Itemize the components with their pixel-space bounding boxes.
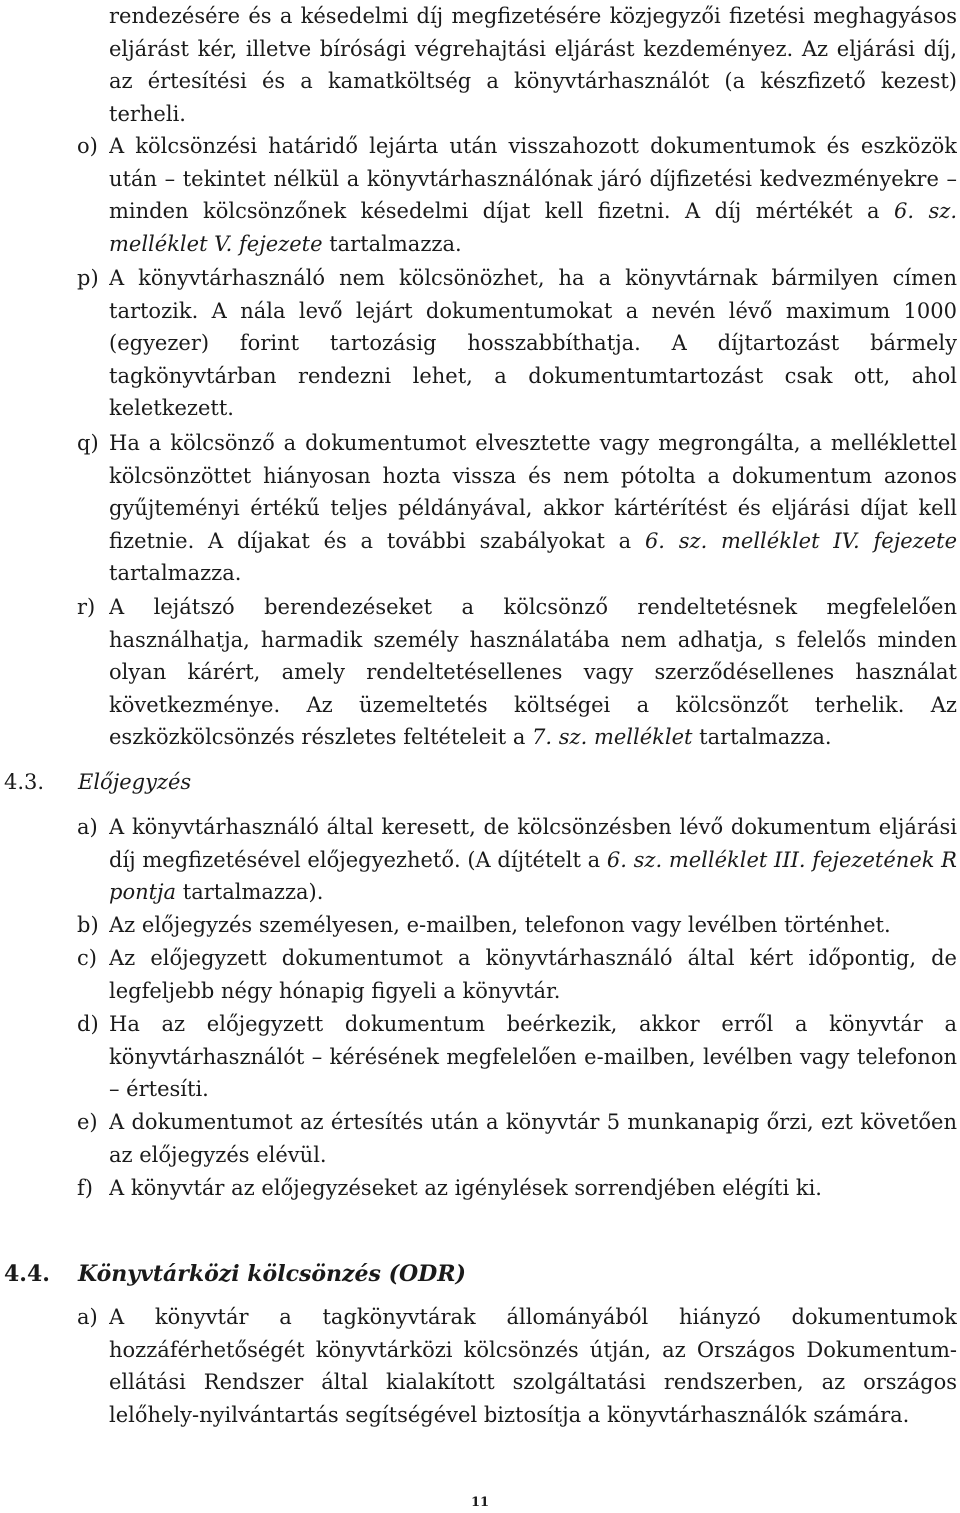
s43-item-a xyxy=(109,811,957,909)
s43-d-label: d) xyxy=(77,1012,99,1036)
s43-item-f xyxy=(109,1172,957,1205)
s43-a-label: a) xyxy=(77,815,98,839)
section-4-3-number: 4.3. xyxy=(4,770,45,794)
s43-c-text: Az előjegyzett dokumentumot a könyvtárhasználó által kért időpontig, de legfeljebb négy hónapig figyeli a könyvtár. xyxy=(109,946,957,1003)
item-p-text: A könyvtárhasználó nem kölcsönözhet, ha a könyvtárnak bármilyen címen tartozik. A nála levő lejárt dokumentumokat a nevén lévő maximum 1000 (egyezer) forint tartozásig hosszabbíthatja. A díjtartozást bármely tagkönyvtárban rendezni lehet, a dokumentumtartozást csak ott, ahol keletkezett. xyxy=(109,266,957,421)
item-r xyxy=(109,591,957,754)
s43-f-text: A könyvtár az előjegyzéseket az igénylések sorrendjében elégíti ki. xyxy=(109,1176,822,1200)
s43-a-ref: 6. sz. melléklet III. fejezetének R pontja xyxy=(109,847,957,905)
item-q-text: Ha a kölcsönző a dokumentumot elvesztette vagy megrongálta, a melléklettel kölcsönzöttet hiányosan hozta vissza és nem pótolta a dokumentum azonos gyűjteményi értékű teljes példányával, akkor kártérítést és eljárási díjat kell fizetnie. A díjakat és a további szabályokat a xyxy=(109,431,957,553)
item-q-tail: tartalmazza. xyxy=(109,561,242,586)
item-o-tail: tartalmazza. xyxy=(322,231,462,256)
item-r-label: r) xyxy=(77,595,96,619)
s43-b-text: Az előjegyzés személyesen, e-mailben, telefonon vagy levélben történhet. xyxy=(109,913,891,937)
item-q-label: q) xyxy=(77,431,99,455)
item-r-tail: tartalmazza. xyxy=(692,725,832,750)
s43-c-label: c) xyxy=(77,946,97,970)
s44-a-label: a) xyxy=(77,1305,98,1329)
item-o-label: o) xyxy=(77,134,98,158)
item-o xyxy=(109,130,957,260)
item-o-ref: 6. sz. melléklet V. fejezete xyxy=(109,199,957,256)
item-q-ref: 6. sz. melléklet IV. fejezete xyxy=(644,528,957,553)
s43-item-c xyxy=(109,942,957,1007)
item-r-text: A lejátszó berendezéseket a kölcsönző rendeltetésnek megfelelően használhatja, harmadik személy használatába nem adhatja, s felelős minden olyan kárért, amely rendeltetésellenes vagy szerződésellenes használat következménye. Az üzemeltetés költségei a kölcsönzőt terhelik. Az eszközkölcsönzés részletes feltételeit a xyxy=(109,595,957,750)
item-p-label: p) xyxy=(77,266,99,290)
s43-f-label: f) xyxy=(77,1176,93,1200)
s43-item-b xyxy=(109,909,957,942)
item-q xyxy=(109,427,957,590)
section-4-4-number: 4.4. xyxy=(4,1261,50,1287)
item-p xyxy=(109,262,957,425)
section-4-3-title: Előjegyzés xyxy=(78,770,192,794)
s44-a-text: A könyvtár a tagkönyvtárak állományából hiányzó dokumentumok hozzáférhetőségét könyvtárközi kölcsönzés útján, az Országos Dokumentum-ellátási Rendszer által kialakított szolgáltatási rendszerben, az országos lelőhely-nyilvántartás segítségével biztosítja a könyvtárhasználók számára. xyxy=(109,1305,957,1427)
s43-a-tail: tartalmazza). xyxy=(176,880,324,905)
s43-e-text: A dokumentumot az értesítés után a könyvtár 5 munkanapig őrzi, ezt követően az előjegyzés elévül. xyxy=(109,1110,957,1167)
s43-b-label: b) xyxy=(77,913,99,937)
item-o-text: A kölcsönzési határidő lejárta után visszahozott dokumentumok és eszközök után – tekintet nélkül a könyvtárhasználónak járó díjfizetési kedvezményekre – minden kölcsönzőnek késedelmi díjat kell fizetni. A díj mértékét a xyxy=(109,134,957,224)
s43-e-label: e) xyxy=(77,1110,98,1134)
s43-a-text: A könyvtárhasználó által keresett, de kölcsönzésben lévő dokumentum eljárási díj megfizetésével előjegyezhető. (A díjtételt a xyxy=(109,815,957,872)
s43-item-e xyxy=(109,1106,957,1171)
s43-d-text: Ha az előjegyzett dokumentum beérkezik, akkor erről a könyvtár a könyvtárhasználót – kérésének megfelelően e-mailben, levélben vagy telefonon – értesíti. xyxy=(109,1012,957,1102)
s44-item-a xyxy=(109,1301,957,1431)
section-4-4-title: Könyvtárközi kölcsönzés (ODR) xyxy=(78,1261,466,1287)
page-number: 11 xyxy=(470,1495,490,1510)
item-n-text: rendezésére és a késedelmi díj megfizetésére közjegyzői fizetési meghagyásos eljárást kér, illetve bírósági végrehajtási eljárást kezdeményez. Az eljárási díj, az értesítési és a kamatköltség a könyvtárhasználót (a készfizető kezest) terheli. xyxy=(109,4,957,126)
s43-item-d xyxy=(109,1008,957,1106)
item-r-ref: 7. sz. melléklet xyxy=(532,725,693,750)
item-n-continuation xyxy=(109,0,957,130)
